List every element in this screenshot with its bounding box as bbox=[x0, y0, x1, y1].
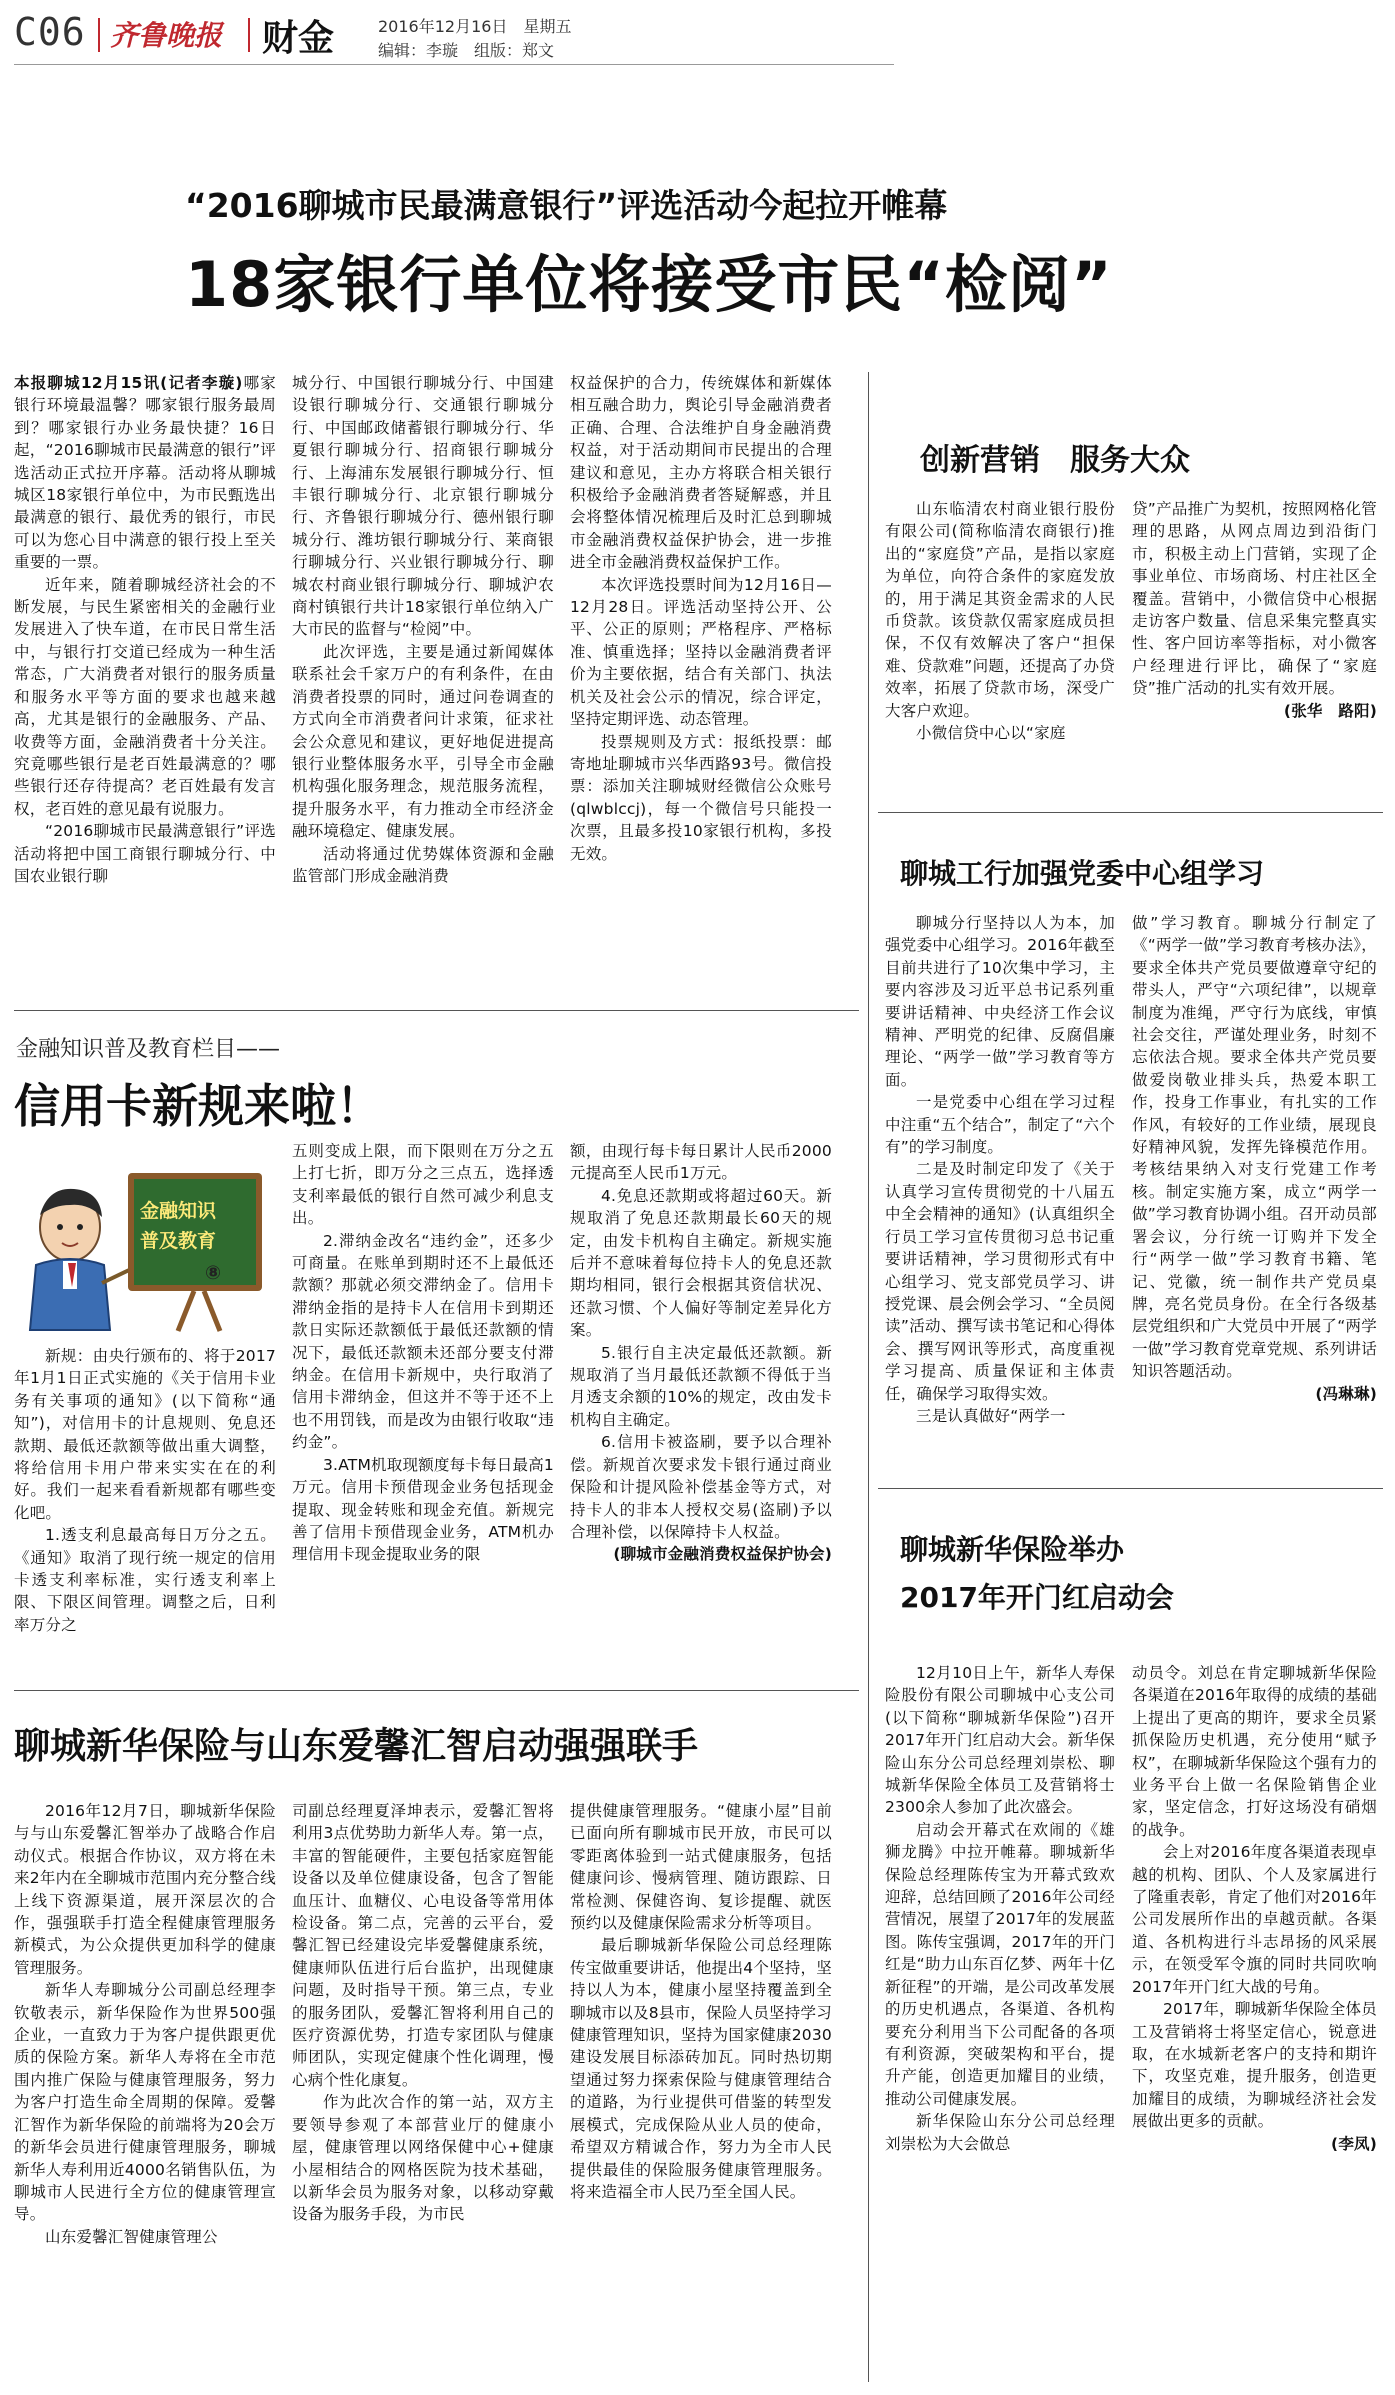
paragraph: 此次评选，主要是通过新闻媒体联系社会千家万户的有利条件，在由消费者投票的同时，通过问卷调查的方式向全市消费者问计求策，征求社会公众意见和建议，更好地促进提高银行业整体服务水平，引导全市金融机构强化服务理念，规范服务流程，提升服务水平，有力推动全市经济金融环境稳定、健康发展。 bbox=[292, 642, 554, 841]
xinhua-col-2 bbox=[1132, 1662, 1377, 2382]
byline: (李凤) bbox=[1331, 2134, 1377, 2153]
lead-col-1 bbox=[14, 372, 276, 992]
marketing-col-2 bbox=[1132, 498, 1377, 798]
board-line-1: 金融知识 bbox=[140, 1200, 217, 1222]
lead-col-3 bbox=[570, 372, 832, 992]
board-number: ⑧ bbox=[205, 1262, 222, 1284]
xinhua-title-2: 2017年开门红启动会 bbox=[900, 1581, 1174, 1614]
byline: (冯琳琳) bbox=[1315, 1384, 1377, 1403]
masthead-divider bbox=[248, 18, 250, 52]
section-rule bbox=[14, 1690, 859, 1691]
paragraph: 6.信用卡被盗刷，要予以合理补偿。新规首次要求发卡银行通过商业保险和计提风险补偿基金等方式，对持卡人的非本人授权交易(盗刷)予以合理补偿，以保障持卡人权益。 bbox=[570, 1433, 832, 1541]
paragraph: 二是及时制定印发了《关于认真学习宣传贯彻党的十八届五中全会精神的通知》(认真组织全行员工学习宣传贯彻习总书记重要讲话精神，学习贯彻形式有中心组学习、党支部党员学习、讲授党课、晨会例会学习、“全员阅读”活动、撰写读书笔记和心得体会、撰写网讯等形式，高度重视学习提高、质量保证和主体责任，确保学习取得实效。 bbox=[885, 1160, 1115, 1403]
paragraph: 最后聊城新华保险公司总经理陈传宝做重要讲话，他提出4个坚持，坚持以人为本，健康小屋坚持覆盖到全聊城市以及8县市，保险人员坚持学习健康管理知识，坚持为国家健康2030建设发展目标添砖加瓦。同时热切期望通过努力探索保险与健康管理结合的道路，为行业提供可借鉴的转型发展模式，完成保险从业人员的使命，希望双方精诚合作，努力为全市人民提供最佳的保险服务健康管理服务。将来造福全市人民乃至全国人民。 bbox=[570, 1936, 832, 2201]
lead-headline: 18家银行单位将接受市民“检阅” bbox=[185, 248, 1113, 321]
paragraph: 城分行、中国银行聊城分行、中国建设银行聊城分行、交通银行聊城分行、中国邮政储蓄银行聊城分行、华夏银行聊城分行、招商银行聊城分行、上海浦东发展银行聊城分行、恒丰银行聊城分行、北京银行聊城分行、齐鲁银行聊城分行、德州银行聊城分行、潍坊银行聊城分行、莱商银行聊城分行、兴业银行聊城分行、聊城农村商业银行聊城分行、聊城沪农商村镇银行共计18家银行单位纳入广大市民的监督与“检阅”中。 bbox=[292, 374, 554, 639]
xinhua-title-1: 聊城新华保险举办 bbox=[900, 1533, 1125, 1566]
column-divider bbox=[868, 372, 869, 2382]
dateline: 本报聊城12月15讯(记者李璇) bbox=[14, 374, 243, 392]
icbc-title: 聊城工行加强党委中心组学习 bbox=[900, 857, 1265, 890]
icbc-col-2 bbox=[1132, 912, 1377, 1472]
editor-line: 编辑：李璇 组版：郑文 bbox=[378, 41, 555, 60]
paragraph: 5.银行自主决定最低还款额。新规取消了当月最低还款额不得低于当月透支余额的10%的规定，改由发卡机构自主确定。 bbox=[570, 1343, 832, 1429]
byline: (聊城市金融消费权益保护协会) bbox=[613, 1545, 832, 1564]
credit-col-1 bbox=[14, 1345, 276, 1675]
issue-date: 2016年12月16日 星期五 bbox=[378, 17, 572, 36]
paragraph: 权益保护的合力，传统媒体和新媒体相互融合助力，舆论引导金融消费者正确、合理、合法维护自身金融消费权益，对于活动期间市民提出的合理建议和意见，主办方将联合相关银行积极给予金融消费者答疑解惑，并且会将整体情况梳理后及时汇总到聊城市金融消费权益保护协会，进一步推进全市金融消费权益保护工作。 bbox=[570, 374, 832, 572]
paragraph: 小微信贷中心以“家庭 bbox=[916, 724, 1066, 743]
paragraph: 新规：由央行颁布的、将于2017年1月1日正式实施的《关于信用卡业务有关事项的通知》(以下简称“通知”)，对信用卡的计息规则、免息还款期、最低还款额等做出重大调整，将给信用卡用户带来实实在在的利好。我们一起来看看新规都有哪些变化吧。 bbox=[14, 1347, 276, 1522]
paragraph: 哪家银行环境最温馨？哪家银行服务最周到？哪家银行办业务最快捷？16日起，“2016聊城市民最满意的银行”评选活动正式拉开序幕。活动将从聊城城区18家银行单位中，为市民甄选出最满意的银行、最优秀的银行，市民可以为您心目中满意的银行投上至关重要的一票。 bbox=[14, 374, 276, 572]
partner-col-3 bbox=[570, 1800, 832, 2385]
paragraph: 新华人寿聊城分公司副总经理李钦敬表示，新华保险作为世界500强企业，一直致力于为客户提供跟更优质的保险方案。新华人寿将在全市范围内推广保险与健康管理服务，努力为客户打造生命全周期的保障。爱馨汇智作为新华保险的前端将为20会万的新华会员进行健康管理服务，聊城新华人寿利用近4000名销售队伍，为聊城市人民进行全方位的健康管理宣导。 bbox=[14, 1981, 276, 2224]
partner-col-2 bbox=[292, 1800, 554, 2385]
paragraph: 启动会开幕式在欢闹的《雄狮龙腾》中拉开帷幕。聊城新华保险总经理陈传宝为开幕式致欢迎辞，总结回顾了2016年公司经营情况，展望了2017年的发展蓝图。陈传宝强调，2017年的开门红是“助力山东百亿梦、两年十亿新征程”的开端，是公司改革发展的历史机遇点，各渠道、各机构要充分利用当下公司配备的各项有利资源，突破架构和平台，提升产能，创造更加耀目的业绩，推动公司健康发展。 bbox=[885, 1820, 1115, 2108]
marketing-title: 创新营销 服务大众 bbox=[920, 443, 1190, 478]
icbc-col-1 bbox=[885, 912, 1115, 1472]
lead-col-2 bbox=[292, 372, 554, 992]
paragraph: 贷”产品推广为契机，按照网格化管理的思路，从网点周边到沿街门市，积极主动上门营销，实现了企事业单位、市场商场、村庄社区全覆盖。营销中，小微信贷中心根据走访客户数量、信息采集完整真实性、客户回访率等指标，对小微客户经理进行评比，确保了“家庭贷”推广活动的扎实有效开展。 bbox=[1132, 500, 1377, 698]
masthead-rule bbox=[14, 64, 894, 65]
paragraph: 3.ATM机取现额度每卡每日最高1万元。信用卡预借现金业务包括现金提取、现金转账和现金充值。新规完善了信用卡预借现金业务，ATM机办理信用卡现金提取业务的限 bbox=[292, 1455, 554, 1564]
byline: (张华 路阳) bbox=[1283, 701, 1377, 720]
paragraph: 动员令。刘总在肯定聊城新华保险各渠道在2016年取得的成绩的基础上提出了更高的期许，要求全员紧抓保险历史机遇，充分使用“赋予权”，在聊城新华保险这个强有力的业务平台上做一名保险销售企业家，坚定信念，打好这场没有硝烟的战争。 bbox=[1132, 1664, 1377, 1839]
paragraph: 1.透支利息最高每日万分之五。《通知》取消了现行统一规定的信用卡透支利率标准，实行透支利率上限、下限区间管理。调整之后，日利率万分之 bbox=[14, 1526, 276, 1634]
board-line-2: 普及教育 bbox=[140, 1230, 217, 1252]
partner-headline: 聊城新华保险与山东爱馨汇智启动强强联手 bbox=[14, 1726, 699, 1767]
paragraph: 近年来，随着聊城经济社会的不断发展，与民生紧密相关的金融行业发展进入了快车道，在市民日常生活中，与银行打交道已经成为一种生活常态，广大消费者对银行的服务质量和服务水平等方面的要求也越来越高，尤其是银行的金融服务、产品、收费等方面，金融消费者十分关注。究竟哪些银行是老百姓最满意的？哪些银行还存待提高？老百姓最有发言权，老百姓的意见最有说服力。 bbox=[14, 575, 276, 818]
paragraph: 投票规则及方式：报纸投票：邮寄地址聊城市兴华西路93号。微信投票：添加关注聊城财经微信公众账号(qlwblccj)，每一个微信号只能投一次票，且最多投10家银行机构，多投无效。 bbox=[570, 732, 832, 863]
paragraph: 山东临清农村商业银行股份有限公司(简称临清农商银行)推出的“家庭贷”产品，是指以家庭为单位，向符合条件的家庭发放的，用于满足其资金需求的人民币贷款。该贷款仅需家庭成员担保，不仅有效解决了客户“担保难、贷款难”问题，还提高了办贷效率，拓展了贷款市场，深受广大客户欢迎。 bbox=[885, 500, 1115, 720]
paragraph: 4.免息还款期或将超过60天。新规取消了免息还款期最长60天的规定，由发卡机构自主确定。新规实施后并不意味着每位持卡人的免息还款期均相同，银行会根据其资信状况、还款习惯、个人偏好等制定差异化方案。 bbox=[570, 1186, 832, 1340]
paragraph: 聊城分行坚持以人为本，加强党委中心组学习。2016年截至目前共进行了10次集中学习，主要内容涉及习近平总书记系列重要讲话精神、中央经济工作会议精神、严明党的纪律、反腐倡廉理论、“两学一做”学习教育等方面。 bbox=[885, 914, 1115, 1089]
paragraph: “2016聊城市民最满意银行”评选活动将把中国工商银行聊城分行、中国农业银行聊 bbox=[14, 822, 276, 885]
credit-col-2 bbox=[292, 1140, 554, 1675]
credit-kicker: 金融知识普及教育栏目—— bbox=[16, 1037, 281, 1062]
paragraph: 司副总经理夏泽坤表示，爱馨汇智将利用3点优势助力新华人寿。第一点，丰富的智能硬件，主要包括家庭智能设备以及单位健康设备，包含了智能血压计、血糖仪、心电设备等常用体检设备。第二点，完善的云平台，爱馨汇智已经建设完毕爱馨健康系统，健康师队伍进行后台监护，出现健康问题，及时指导干预。第三点，专业的服务团队，爱馨汇智将利用自己的医疗资源优势，打造专家团队与健康师团队，实现定健康个性化调理，慢心病个性化康复。 bbox=[292, 1802, 554, 2089]
section-rule bbox=[878, 1488, 1383, 1489]
paragraph: 作为此次合作的第一站，双方主要领导参观了本部营业厅的健康小屋，健康管理以网络保健中心+健康小屋相结合的网格医院为技术基础，以新华会员为服务对象，以移动穿戴设备为服务手段，为市民 bbox=[292, 2093, 554, 2224]
section-rule bbox=[14, 1010, 859, 1011]
lead-kicker: “2016聊城市民最满意银行”评选活动今起拉开帷幕 bbox=[185, 186, 948, 225]
paragraph: 12月10日上午，新华人寿保险股份有限公司聊城中心支公司(以下简称“聊城新华保险”)召开2017年开门红启动大会。新华保险山东分公司总经理刘崇松、聊城新华保险全体员工及营销将士2300余人参加了此次盛会。 bbox=[885, 1664, 1115, 1817]
paragraph: 额，由现行每卡每日累计人民币2000元提高至人民币1万元。 bbox=[570, 1142, 832, 1183]
paragraph: 2016年12月7日，聊城新华保险与与山东爱馨汇智举办了战略合作启动仪式。根据合作协议，双方将在未来2年内在全聊城市范围内充分整合线上线下资源渠道，展开深层次的合作，强强联手打造全程健康管理服务新模式，为公众提供更加科学的健康管理服务。 bbox=[14, 1802, 276, 1977]
paragraph: 本次评选投票时间为12月16日—12月28日。评选活动坚持公开、公平、公正的原则；严格程序、严格标准、慎重选择；坚持以金融消费者评价为主要依据，结合有关部门、执法机关及社会公示的情况，综合评定，坚持定期评选、动态管理。 bbox=[570, 575, 832, 729]
partner-col-1 bbox=[14, 1800, 276, 2385]
section-title: 财金 bbox=[262, 18, 335, 59]
paper-logo: 齐鲁晚报 bbox=[110, 19, 223, 52]
paragraph: 一是党委中心组在学习过程中注重“五个结合”，制定了“六个有”的学习制度。 bbox=[885, 1093, 1115, 1157]
paragraph: 提供健康管理服务。“健康小屋”目前已面向所有聊城市民开放，市民可以零距离体验到一站式健康服务，包括健康问诊、慢病管理、随访跟踪、日常检测、保健咨询、复诊提醒、就医预约以及健康保险需求分析等项目。 bbox=[570, 1802, 832, 1933]
paragraph: 新华保险山东分公司总经理刘崇松为大会做总 bbox=[885, 2112, 1115, 2153]
paragraph: 会上对2016年度各渠道表现卓越的机构、团队、个人及家属进行了隆重表彰，肯定了他们对2016年公司发展所作出的卓越贡献。各渠道、各机构进行斗志昂扬的风采展示，在领受军令旗的同时共同吹响2017年开门红大战的号角。 bbox=[1132, 1843, 1377, 1996]
paragraph: 2.滞纳金改名“违约金”，还多少可商量。在账单到期时还不上最低还款额？那就必须交滞纳金了。信用卡滞纳金指的是持卡人在信用卡到期还款日实际还款额低于最低还款额的情况下，最低还款额未还部分要支付滞纳金。在信用卡新规中，央行取消了信用卡滞纳金，但这并不等于还不上也不用罚钱，而是改为由银行收取“违约金”。 bbox=[292, 1231, 554, 1452]
paragraph: 三是认真做好“两学一 bbox=[916, 1406, 1066, 1425]
page-number: C06 bbox=[14, 10, 86, 54]
paragraph: 做”学习教育。聊城分行制定了《“两学一做”学习教育考核办法》，要求全体共产党员要做遵章守纪的带头人，严守“六项纪律”，以规章制度为准绳，严守行为底线，审慎社会交往，严谨处理业务，时刻不忘依法合规。要求全体共产党员要做爱岗敬业排头兵，热爱本职工作，投身工作事业，有扎实的工作作风，有较好的工作业绩，展现良好精神风貌，发挥先锋模范作用。考核结果纳入对支行党建工作考核。制定实施方案，成立“两学一做”学习教育协调小组。召开动员部署会议，分行统一订购并下发全行“两学一做”学习教育书籍、笔记、党徽，统一制作共产党员桌牌，亮名党员身份。在全行各级基层党组织和广大党员中开展了“两学一做”学习教育党章党规、系列讲话知识答题活动。 bbox=[1132, 914, 1377, 1381]
paragraph: 山东爱馨汇智健康管理公 bbox=[45, 2227, 218, 2246]
paragraph: 五则变成上限，而下限则在万分之五上打七折，即万分之三点五，选择透支利率最低的银行自然可减少利息支出。 bbox=[292, 1142, 554, 1228]
credit-headline: 信用卡新规来啦！ bbox=[14, 1079, 382, 1133]
marketing-col-1 bbox=[885, 498, 1115, 798]
masthead-divider bbox=[98, 18, 100, 52]
xinhua-col-1 bbox=[885, 1662, 1115, 2382]
paragraph: 活动将通过优势媒体资源和金融监管部门形成金融消费 bbox=[292, 844, 554, 885]
section-rule bbox=[878, 812, 1383, 813]
paragraph: 2017年，聊城新华保险全体员工及营销将士将坚定信心，锐意进取，在水城新老客户的支持和期许下，攻坚克难，提升服务，创造更加耀目的成绩，为聊城经济社会发展做出更多的贡献。 bbox=[1132, 2000, 1377, 2131]
credit-col-3 bbox=[570, 1140, 832, 1675]
